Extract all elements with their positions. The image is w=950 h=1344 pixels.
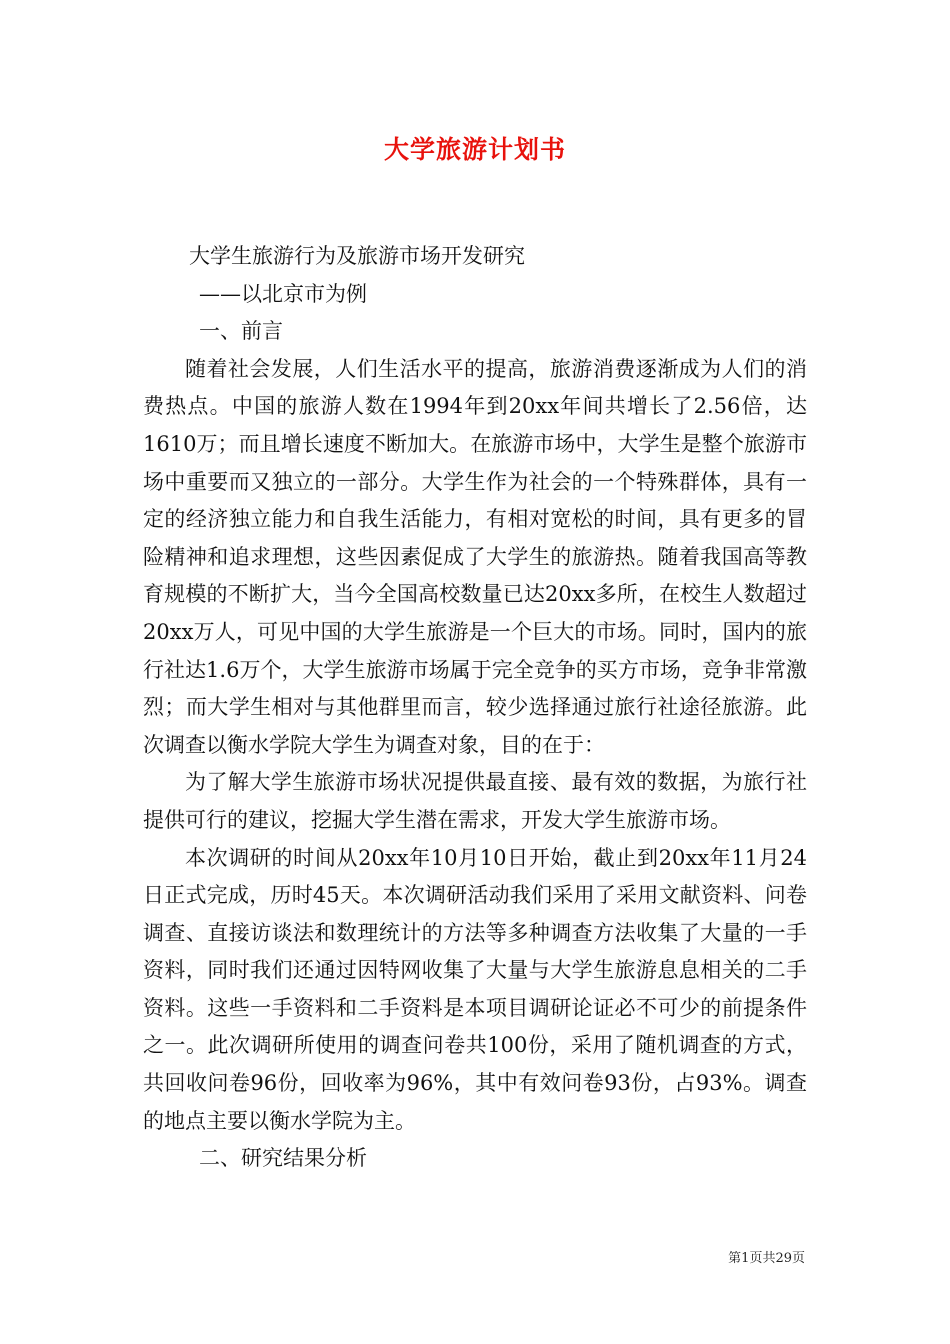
subtitle: 大学生旅游行为及旅游市场开发研究: [189, 244, 525, 268]
page-number: 第1页共29页: [728, 1251, 805, 1266]
section-heading-preface: 一、前言: [199, 319, 283, 344]
paragraph-method: 本次调研的时间从20xx年10月10日开始，截止到20xx年11月24日正式完成，历时45天。本次调研活动我们采用了采用文献资料、问卷调查、直接访谈法和数理统计的方法等多种调查方法收集了大量的一手资料，同时我们还通过因特网收集了大量与大学生旅游息息相关的二手资料。这些一手资料和二手资料是本项目调研论证必不可少的前提条件之一。此次调研所使用的调查问卷共100份，采用了随机调查的方式，共回收问卷96份，回收率为96%，其中有效问卷93份，占93%。调查的地点主要以衡水学院为主。: [143, 845, 807, 1133]
paragraph-intro: 随着社会发展，人们生活水平的提高，旅游消费逐渐成为人们的消费热点。中国的旅游人数在1994年到20xx年间共增长了2.56倍，达1610万；而且增长速度不断加大。在旅游市场中，大学生是整个旅游市场中重要而又独立的一部分。大学生作为社会的一个特殊群体，具有一定的经济独立能力和自我生活能力，有相对宽松的时间，具有更多的冒险精神和追求理想，这些因素促成了大学生的旅游热。随着我国高等教育规模的不断扩大，当今全国高校数量已达20xx多所，在校生人数超过20xx万人，可见中国的大学生旅游是一个巨大的市场。同时，国内的旅行社达1.6万个，大学生旅游市场属于完全竞争的买方市场，竞争非常激烈；而大学生相对与其他群里而言，较少选择通过旅行社途径旅游。此次调查以衡水学院大学生为调查对象，目的在于：: [143, 356, 807, 757]
section-heading-analysis: 二、研究结果分析: [199, 1146, 367, 1171]
paragraph-purpose: 为了解大学生旅游市场状况提供最直接、最有效的数据，为旅行社提供可行的建议，挖掘大学生潜在需求，开发大学生旅游市场。: [143, 770, 807, 832]
document-title: 大学旅游计划书: [383, 135, 566, 164]
subtitle-note: ——以北京市为例: [199, 281, 367, 306]
document-body: [143, 238, 807, 1178]
